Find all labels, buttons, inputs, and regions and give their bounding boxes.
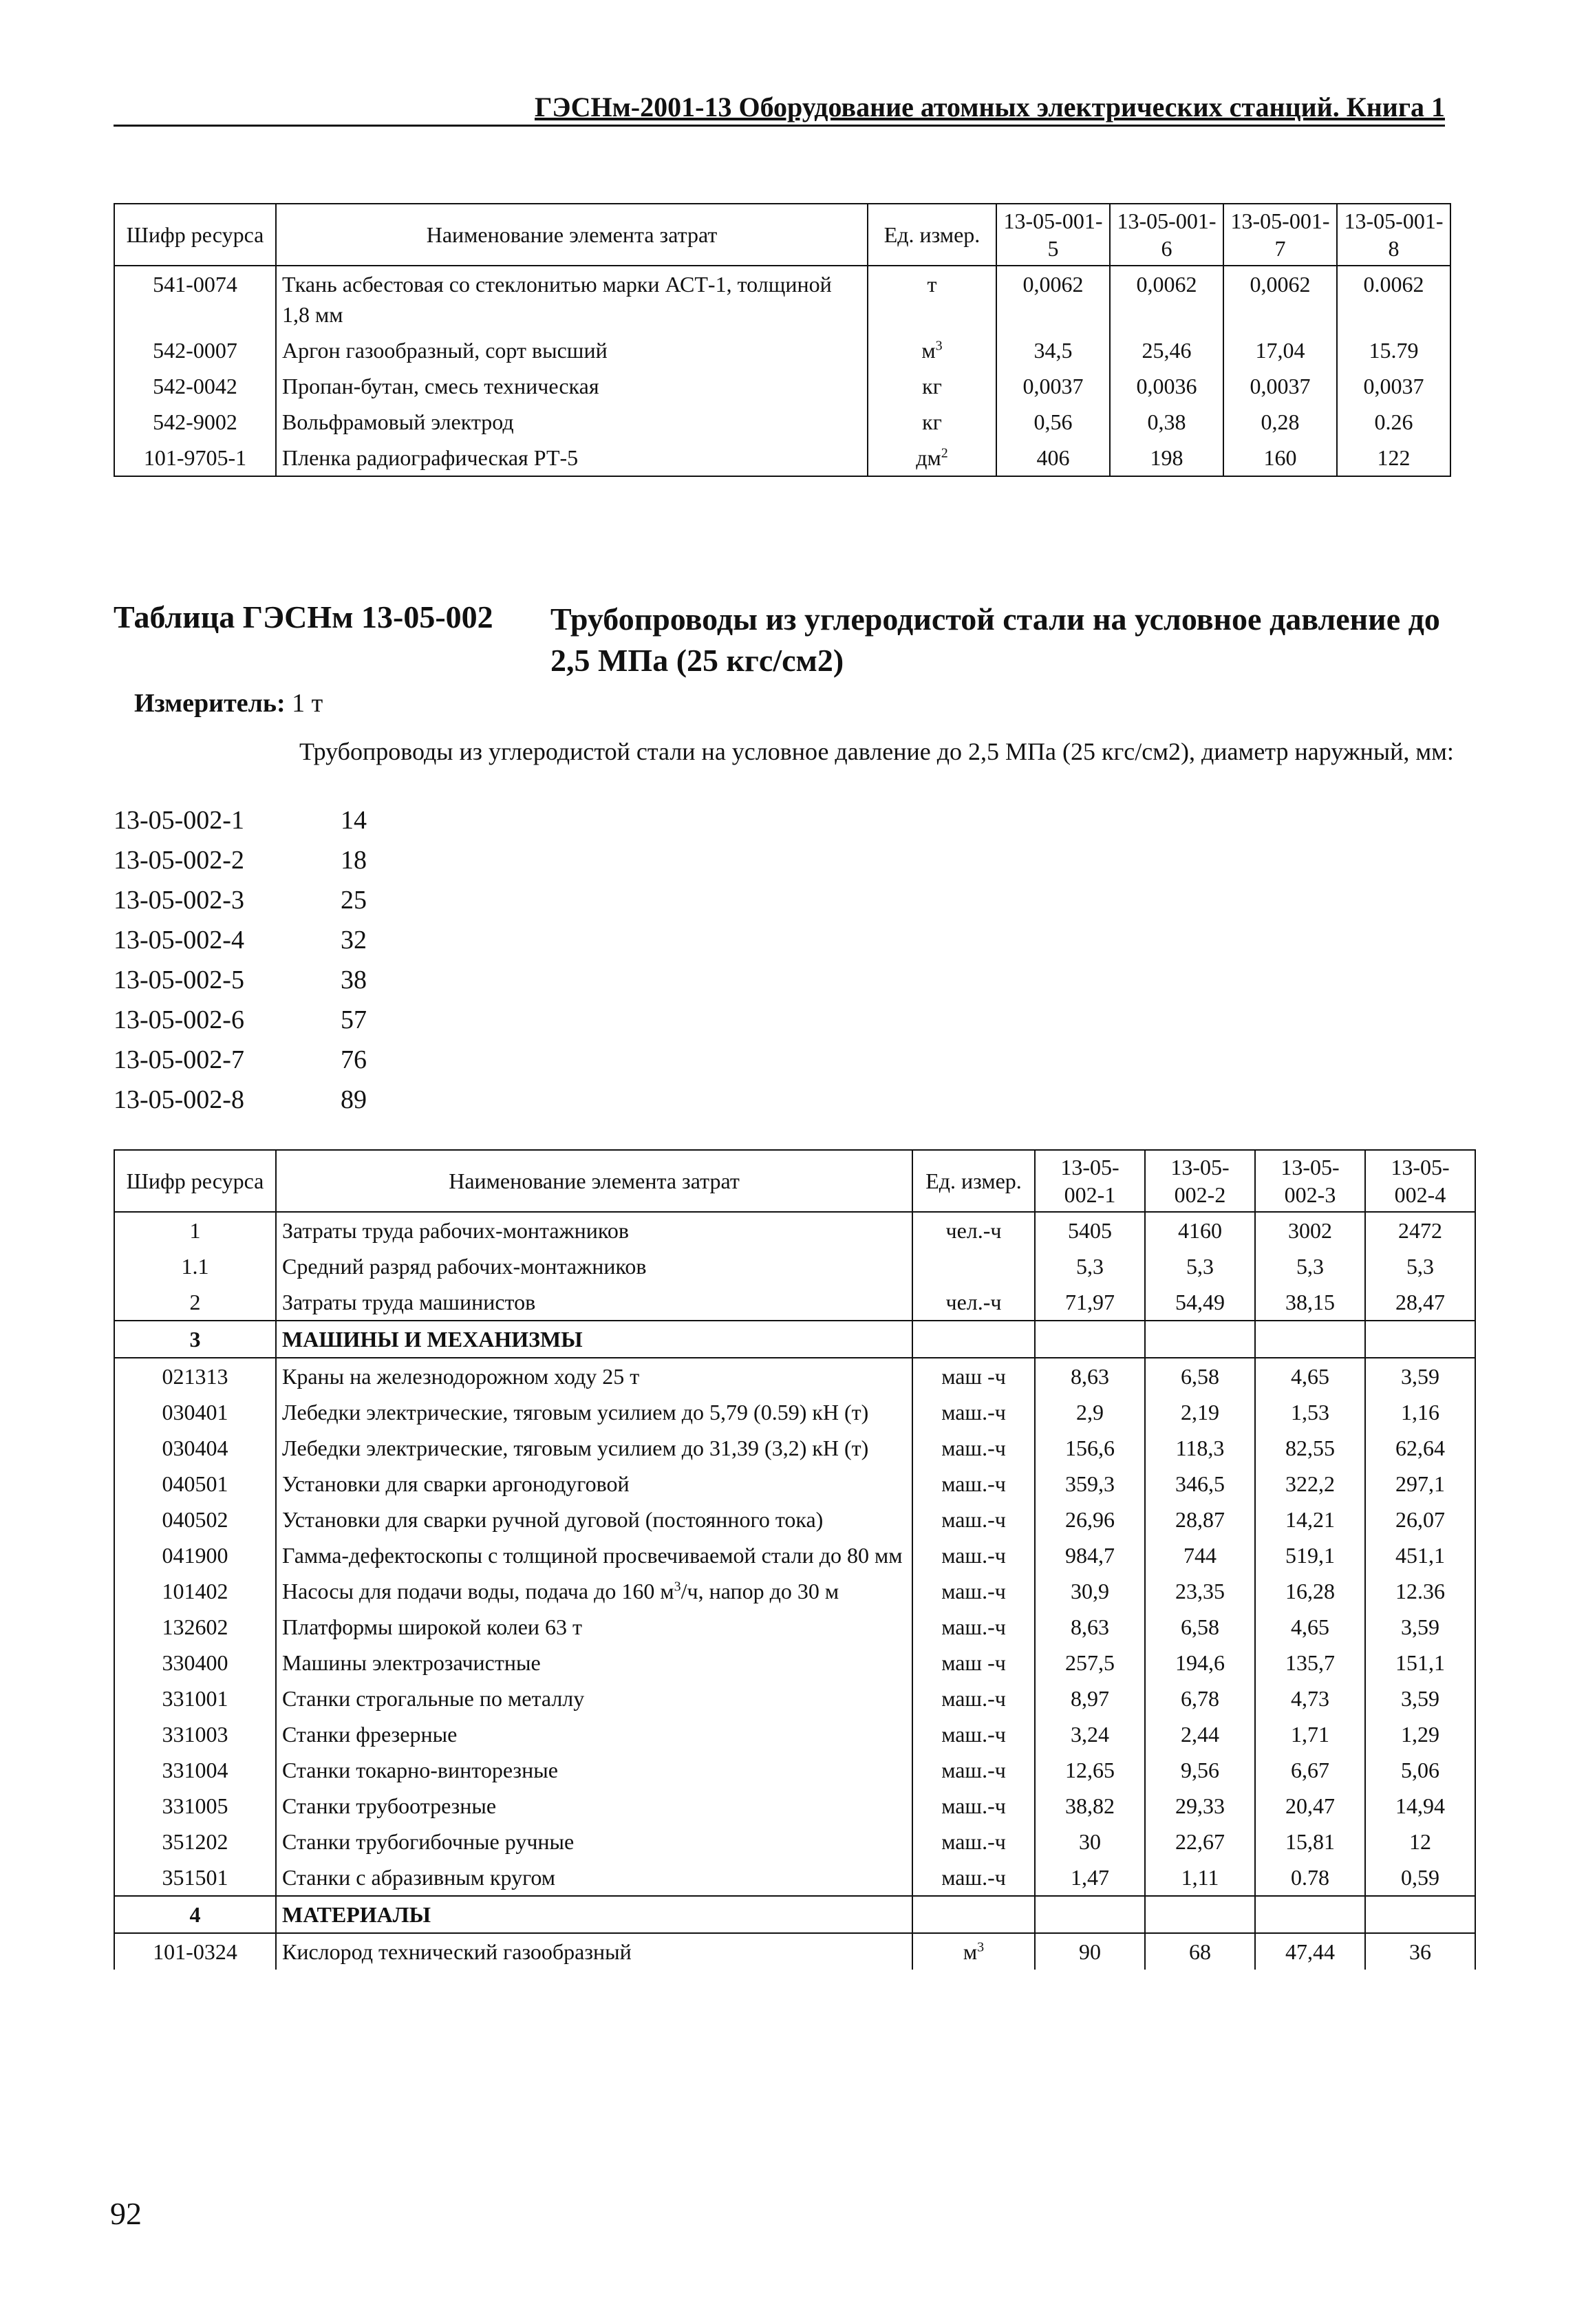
resource-value: 9,56 bbox=[1145, 1752, 1255, 1788]
resource-code: 1 bbox=[114, 1212, 276, 1248]
resource-name: Вольфрамовый электрод bbox=[276, 404, 868, 440]
resource-value bbox=[1365, 1321, 1475, 1358]
resource-code: 331004 bbox=[114, 1752, 276, 1788]
resource-value: 71,97 bbox=[1035, 1284, 1145, 1321]
pipe-diameter: 14 bbox=[341, 806, 367, 835]
norm-code: 13-05-002-1 bbox=[114, 806, 244, 835]
resource-value bbox=[1145, 1321, 1255, 1358]
norm-code-row bbox=[114, 840, 367, 880]
resource-name: Установки для сварки ручной дуговой (постоянного тока) bbox=[276, 1502, 912, 1537]
norm-codes-list bbox=[114, 800, 367, 1120]
resource-value: 0,0036 bbox=[1110, 368, 1223, 404]
table-row bbox=[114, 266, 1450, 332]
table-row bbox=[114, 1859, 1475, 1896]
resource-value: 744 bbox=[1145, 1537, 1255, 1573]
resource-unit: маш -ч bbox=[912, 1645, 1035, 1681]
resource-name: Краны на железнодорожном ходу 25 т bbox=[276, 1358, 912, 1394]
resource-code: 542-0042 bbox=[114, 368, 276, 404]
resource-name: Гамма-дефектоскопы с толщиной просвечиваемой стали до 80 мм bbox=[276, 1537, 912, 1573]
resource-value: 5,3 bbox=[1145, 1248, 1255, 1284]
table-row bbox=[114, 1248, 1475, 1284]
resource-value: 22,67 bbox=[1145, 1824, 1255, 1859]
resource-name: Лебедки электрические, тяговым усилием до 5,79 (0.59) кН (т) bbox=[276, 1394, 912, 1430]
resource-unit: маш.-ч bbox=[912, 1573, 1035, 1609]
resource-value: 28,47 bbox=[1365, 1284, 1475, 1321]
resource-value: 156,6 bbox=[1035, 1430, 1145, 1466]
resource-unit: маш.-ч bbox=[912, 1502, 1035, 1537]
resource-value: 0.26 bbox=[1337, 404, 1450, 440]
resource-code: 331003 bbox=[114, 1716, 276, 1752]
resource-name: Станки с абразивным кругом bbox=[276, 1859, 912, 1896]
resource-code: 1.1 bbox=[114, 1248, 276, 1284]
resource-name: Насосы для подачи воды, подача до 160 $м^3/ч$, напор до 30 м bbox=[276, 1573, 912, 1609]
table-row bbox=[114, 1681, 1475, 1716]
resource-value: 16,28 bbox=[1255, 1573, 1365, 1609]
table-row bbox=[114, 1788, 1475, 1824]
resource-value: 0,0062 bbox=[1110, 266, 1223, 332]
header-code: Шифр ресурса bbox=[114, 204, 276, 266]
table-row bbox=[114, 440, 1450, 476]
resource-value: 406 bbox=[996, 440, 1110, 476]
header-name: Наименование элемента затрат bbox=[276, 204, 868, 266]
resource-value: 26,07 bbox=[1365, 1502, 1475, 1537]
resource-value bbox=[1035, 1896, 1145, 1933]
table-row bbox=[114, 1609, 1475, 1645]
resource-code: 101-9705-1 bbox=[114, 440, 276, 476]
meter-label: Измеритель: bbox=[134, 689, 286, 718]
resource-code: 4 bbox=[114, 1896, 276, 1933]
resource-name: Машины электрозачистные bbox=[276, 1645, 912, 1681]
header-name: Наименование элемента затрат bbox=[276, 1150, 912, 1212]
resource-value: 151,1 bbox=[1365, 1645, 1475, 1681]
resource-value: 20,47 bbox=[1255, 1788, 1365, 1824]
resource-value: 6,78 bbox=[1145, 1681, 1255, 1716]
resource-value: 68 bbox=[1145, 1933, 1255, 1970]
resource-value: 297,1 bbox=[1365, 1466, 1475, 1502]
resource-value: 0,0062 bbox=[1223, 266, 1337, 332]
table-row bbox=[114, 368, 1450, 404]
table-row bbox=[114, 1394, 1475, 1430]
resource-code: 101402 bbox=[114, 1573, 276, 1609]
resource-name: Затраты труда рабочих-монтажников bbox=[276, 1212, 912, 1248]
table-row bbox=[114, 1537, 1475, 1573]
resource-value: 38,82 bbox=[1035, 1788, 1145, 1824]
resource-value: 0,28 bbox=[1223, 404, 1337, 440]
resource-unit: маш.-ч bbox=[912, 1788, 1035, 1824]
resource-value: 90 bbox=[1035, 1933, 1145, 1970]
pipe-diameter: 32 bbox=[341, 926, 367, 955]
resource-value: 0,0037 bbox=[1223, 368, 1337, 404]
header-col-4: 13-05-002-4 bbox=[1365, 1150, 1475, 1212]
resource-value: 5,3 bbox=[1255, 1248, 1365, 1284]
table-header-row bbox=[114, 1150, 1475, 1212]
resource-name: Станки токарно-винторезные bbox=[276, 1752, 912, 1788]
resource-code: 351202 bbox=[114, 1824, 276, 1859]
resource-value bbox=[1145, 1896, 1255, 1933]
resource-value: 8,63 bbox=[1035, 1609, 1145, 1645]
norm-code: 13-05-002-2 bbox=[114, 846, 244, 875]
resource-value: 6,58 bbox=[1145, 1358, 1255, 1394]
resource-unit: $м^3$ bbox=[868, 332, 996, 368]
resource-code: 041900 bbox=[114, 1537, 276, 1573]
header-unit: Ед. измер. bbox=[912, 1150, 1035, 1212]
resource-unit: маш.-ч bbox=[912, 1752, 1035, 1788]
resource-value: 14,21 bbox=[1255, 1502, 1365, 1537]
resource-unit bbox=[912, 1896, 1035, 1933]
table-header-row bbox=[114, 204, 1450, 266]
resource-value: 5,3 bbox=[1035, 1248, 1145, 1284]
resource-value: 0,0037 bbox=[1337, 368, 1450, 404]
resource-value: 15,81 bbox=[1255, 1824, 1365, 1859]
resource-value: 1,71 bbox=[1255, 1716, 1365, 1752]
resource-value: 3,59 bbox=[1365, 1358, 1475, 1394]
norm-code-row bbox=[114, 1000, 367, 1040]
resource-value: 984,7 bbox=[1035, 1537, 1145, 1573]
header-rule bbox=[114, 125, 1445, 127]
resource-table-1 bbox=[114, 203, 1451, 477]
resource-name: Станки трубоотрезные bbox=[276, 1788, 912, 1824]
table-row bbox=[114, 1358, 1475, 1394]
resource-value: 2472 bbox=[1365, 1212, 1475, 1248]
table-row bbox=[114, 404, 1450, 440]
resource-value: 82,55 bbox=[1255, 1430, 1365, 1466]
resource-value: 122 bbox=[1337, 440, 1450, 476]
resource-unit: т bbox=[868, 266, 996, 332]
resource-code: 101-0324 bbox=[114, 1933, 276, 1970]
resource-code: 330400 bbox=[114, 1645, 276, 1681]
resource-code: 351501 bbox=[114, 1859, 276, 1896]
table-row bbox=[114, 1502, 1475, 1537]
resource-value: 160 bbox=[1223, 440, 1337, 476]
resource-value: 3,59 bbox=[1365, 1681, 1475, 1716]
resource-name: Лебедки электрические, тяговым усилием до 31,39 (3,2) кН (т) bbox=[276, 1430, 912, 1466]
resource-unit: чел.-ч bbox=[912, 1284, 1035, 1321]
resource-name: Пропан-бутан, смесь техническая bbox=[276, 368, 868, 404]
resource-value: 0,0062 bbox=[996, 266, 1110, 332]
resource-value: 12 bbox=[1365, 1824, 1475, 1859]
norm-code-row bbox=[114, 960, 367, 1000]
resource-code: 040502 bbox=[114, 1502, 276, 1537]
norm-code-row bbox=[114, 800, 367, 840]
resource-value: 0.0062 bbox=[1337, 266, 1450, 332]
resource-value: 5,3 bbox=[1365, 1248, 1475, 1284]
resource-value: 12.36 bbox=[1365, 1573, 1475, 1609]
pipe-diameter: 18 bbox=[341, 846, 367, 875]
resource-unit: маш.-ч bbox=[912, 1681, 1035, 1716]
resource-value: 1,11 bbox=[1145, 1859, 1255, 1896]
resource-value: 15.79 bbox=[1337, 332, 1450, 368]
resource-value: 62,64 bbox=[1365, 1430, 1475, 1466]
section-row bbox=[114, 1321, 1475, 1358]
resource-name: Ткань асбестовая со стеклонитью марки АСТ-1, толщиной 1,8 мм bbox=[276, 266, 868, 332]
resource-unit: маш.-ч bbox=[912, 1859, 1035, 1896]
resource-value: 8,63 bbox=[1035, 1358, 1145, 1394]
header-col-2: 13-05-001-6 bbox=[1110, 204, 1223, 266]
table-row bbox=[114, 1645, 1475, 1681]
resource-value: 2,9 bbox=[1035, 1394, 1145, 1430]
section-row bbox=[114, 1896, 1475, 1933]
resource-value: 3,59 bbox=[1365, 1609, 1475, 1645]
resource-code: 030404 bbox=[114, 1430, 276, 1466]
norm-code: 13-05-002-7 bbox=[114, 1045, 244, 1074]
resource-value: 3,24 bbox=[1035, 1716, 1145, 1752]
meter-value: 1 т bbox=[292, 689, 323, 718]
resource-name: Пленка радиографическая РТ-5 bbox=[276, 440, 868, 476]
resource-value: 1,53 bbox=[1255, 1394, 1365, 1430]
resource-unit: маш -ч bbox=[912, 1358, 1035, 1394]
resource-unit bbox=[912, 1321, 1035, 1358]
resource-value bbox=[1035, 1321, 1145, 1358]
resource-table-2 bbox=[114, 1149, 1476, 1970]
resource-value bbox=[1255, 1321, 1365, 1358]
pipe-diameter: 25 bbox=[341, 886, 367, 915]
resource-value: 1,47 bbox=[1035, 1859, 1145, 1896]
resource-value: 1,16 bbox=[1365, 1394, 1475, 1430]
resource-name: Станки трубогибочные ручные bbox=[276, 1824, 912, 1859]
norm-code-row bbox=[114, 920, 367, 960]
resource-code: 040501 bbox=[114, 1466, 276, 1502]
norm-code: 13-05-002-8 bbox=[114, 1085, 244, 1114]
resource-value: 28,87 bbox=[1145, 1502, 1255, 1537]
resource-unit: маш.-ч bbox=[912, 1466, 1035, 1502]
resource-value: 0,56 bbox=[996, 404, 1110, 440]
resource-unit: маш.-ч bbox=[912, 1537, 1035, 1573]
resource-value: 3002 bbox=[1255, 1212, 1365, 1248]
resource-code: 030401 bbox=[114, 1394, 276, 1430]
resource-unit bbox=[912, 1248, 1035, 1284]
resource-name: Средний разряд рабочих-монтажников bbox=[276, 1248, 912, 1284]
table-row bbox=[114, 1466, 1475, 1502]
resource-value: 6,58 bbox=[1145, 1609, 1255, 1645]
resource-value: 0,0037 bbox=[996, 368, 1110, 404]
table-row bbox=[114, 332, 1450, 368]
resource-name: Установки для сварки аргонодуговой bbox=[276, 1466, 912, 1502]
resource-value: 0,38 bbox=[1110, 404, 1223, 440]
resource-unit: кг bbox=[868, 368, 996, 404]
table-description: Трубопроводы из углеродистой стали на условное давление до 2,5 МПа (25 кгс/см2), диаметр наружный, мм: bbox=[299, 738, 1454, 765]
norm-code-row bbox=[114, 1040, 367, 1080]
table-row bbox=[114, 1716, 1475, 1752]
pipe-diameter: 38 bbox=[341, 966, 367, 994]
resource-name: Затраты труда машинистов bbox=[276, 1284, 912, 1321]
resource-value: 2,44 bbox=[1145, 1716, 1255, 1752]
resource-value: 14,94 bbox=[1365, 1788, 1475, 1824]
norm-code-row bbox=[114, 1080, 367, 1120]
norm-code: 13-05-002-6 bbox=[114, 1005, 244, 1034]
resource-value: 451,1 bbox=[1365, 1537, 1475, 1573]
resource-code: 542-0007 bbox=[114, 332, 276, 368]
resource-code: 3 bbox=[114, 1321, 276, 1358]
resource-value: 4160 bbox=[1145, 1212, 1255, 1248]
header-code: Шифр ресурса bbox=[114, 1150, 276, 1212]
resource-value: 194,6 bbox=[1145, 1645, 1255, 1681]
resource-name: Станки фрезерные bbox=[276, 1716, 912, 1752]
running-header: ГЭСНм-2001-13 Оборудование атомных электрических станций. Книга 1 bbox=[534, 92, 1445, 122]
resource-unit: маш.-ч bbox=[912, 1430, 1035, 1466]
resource-value: 4,65 bbox=[1255, 1609, 1365, 1645]
pipe-diameter: 89 bbox=[341, 1085, 367, 1114]
table-row bbox=[114, 1824, 1475, 1859]
resource-code: 132602 bbox=[114, 1609, 276, 1645]
resource-value: 4,73 bbox=[1255, 1681, 1365, 1716]
resource-value: 0.78 bbox=[1255, 1859, 1365, 1896]
resource-name: Платформы широкой колеи 63 т bbox=[276, 1609, 912, 1645]
resource-value: 29,33 bbox=[1145, 1788, 1255, 1824]
resource-value: 6,67 bbox=[1255, 1752, 1365, 1788]
header-col-3: 13-05-002-3 bbox=[1255, 1150, 1365, 1212]
resource-value: 25,46 bbox=[1110, 332, 1223, 368]
resource-unit: кг bbox=[868, 404, 996, 440]
table-row bbox=[114, 1284, 1475, 1321]
pipe-diameter: 57 bbox=[341, 1005, 367, 1034]
resource-value bbox=[1365, 1896, 1475, 1933]
resource-unit: $м^3$ bbox=[912, 1933, 1035, 1970]
resource-value: 135,7 bbox=[1255, 1645, 1365, 1681]
table-caption-label: Таблица ГЭСНм 13-05-002 bbox=[114, 599, 493, 635]
resource-value: 322,2 bbox=[1255, 1466, 1365, 1502]
header-col-4: 13-05-001-8 bbox=[1337, 204, 1450, 266]
resource-name: Станки строгальные по металлу bbox=[276, 1681, 912, 1716]
resource-value: 198 bbox=[1110, 440, 1223, 476]
header-col-3: 13-05-001-7 bbox=[1223, 204, 1337, 266]
norm-code: 13-05-002-3 bbox=[114, 886, 244, 915]
resource-unit: чел.-ч bbox=[912, 1212, 1035, 1248]
resource-name: МАТЕРИАЛЫ bbox=[276, 1896, 912, 1933]
resource-unit: маш.-ч bbox=[912, 1394, 1035, 1430]
resource-unit: маш.-ч bbox=[912, 1716, 1035, 1752]
norm-code-row bbox=[114, 880, 367, 920]
page-number: 92 bbox=[110, 2196, 142, 2231]
resource-code: 2 bbox=[114, 1284, 276, 1321]
norm-code: 13-05-002-5 bbox=[114, 966, 244, 994]
resource-name: МАШИНЫ И МЕХАНИЗМЫ bbox=[276, 1321, 912, 1358]
resource-value: 5,06 bbox=[1365, 1752, 1475, 1788]
resource-value: 2,19 bbox=[1145, 1394, 1255, 1430]
resource-value: 36 bbox=[1365, 1933, 1475, 1970]
resource-unit: маш.-ч bbox=[912, 1609, 1035, 1645]
resource-value: 4,65 bbox=[1255, 1358, 1365, 1394]
table-row bbox=[114, 1573, 1475, 1609]
resource-value: 38,15 bbox=[1255, 1284, 1365, 1321]
resource-value: 47,44 bbox=[1255, 1933, 1365, 1970]
resource-value: 118,3 bbox=[1145, 1430, 1255, 1466]
table-row bbox=[114, 1430, 1475, 1466]
resource-value: 54,49 bbox=[1145, 1284, 1255, 1321]
header-col-2: 13-05-002-2 bbox=[1145, 1150, 1255, 1212]
resource-value: 0,59 bbox=[1365, 1859, 1475, 1896]
resource-code: 542-9002 bbox=[114, 404, 276, 440]
header-col-1: 13-05-002-1 bbox=[1035, 1150, 1145, 1212]
table-caption-title: Трубопроводы из углеродистой стали на условное давление до 2,5 МПа (25 кгс/см2) bbox=[550, 601, 1440, 678]
header-col-1: 13-05-001-5 bbox=[996, 204, 1110, 266]
resource-code: 331005 bbox=[114, 1788, 276, 1824]
resource-value: 346,5 bbox=[1145, 1466, 1255, 1502]
resource-value: 17,04 bbox=[1223, 332, 1337, 368]
resource-value: 5405 bbox=[1035, 1212, 1145, 1248]
resource-value: 1,29 bbox=[1365, 1716, 1475, 1752]
resource-value: 34,5 bbox=[996, 332, 1110, 368]
norm-code: 13-05-002-4 bbox=[114, 926, 244, 955]
resource-value: 359,3 bbox=[1035, 1466, 1145, 1502]
resource-value: 30,9 bbox=[1035, 1573, 1145, 1609]
pipe-diameter: 76 bbox=[341, 1045, 367, 1074]
resource-unit: $дм^2$ bbox=[868, 440, 996, 476]
table-row bbox=[114, 1752, 1475, 1788]
resource-value: 26,96 bbox=[1035, 1502, 1145, 1537]
resource-code: 331001 bbox=[114, 1681, 276, 1716]
resource-code: 541-0074 bbox=[114, 266, 276, 332]
resource-value: 30 bbox=[1035, 1824, 1145, 1859]
header-unit: Ед. измер. bbox=[868, 204, 996, 266]
resource-value: 257,5 bbox=[1035, 1645, 1145, 1681]
resource-value: 519,1 bbox=[1255, 1537, 1365, 1573]
resource-value bbox=[1255, 1896, 1365, 1933]
resource-value: 12,65 bbox=[1035, 1752, 1145, 1788]
resource-name: Аргон газообразный, сорт высший bbox=[276, 332, 868, 368]
resource-value: 23,35 bbox=[1145, 1573, 1255, 1609]
resource-unit: маш.-ч bbox=[912, 1824, 1035, 1859]
table-row bbox=[114, 1212, 1475, 1248]
table-row bbox=[114, 1933, 1475, 1970]
meter-line bbox=[134, 688, 323, 718]
resource-value: 8,97 bbox=[1035, 1681, 1145, 1716]
resource-code: 021313 bbox=[114, 1358, 276, 1394]
resource-name: Кислород технический газообразный bbox=[276, 1933, 912, 1970]
